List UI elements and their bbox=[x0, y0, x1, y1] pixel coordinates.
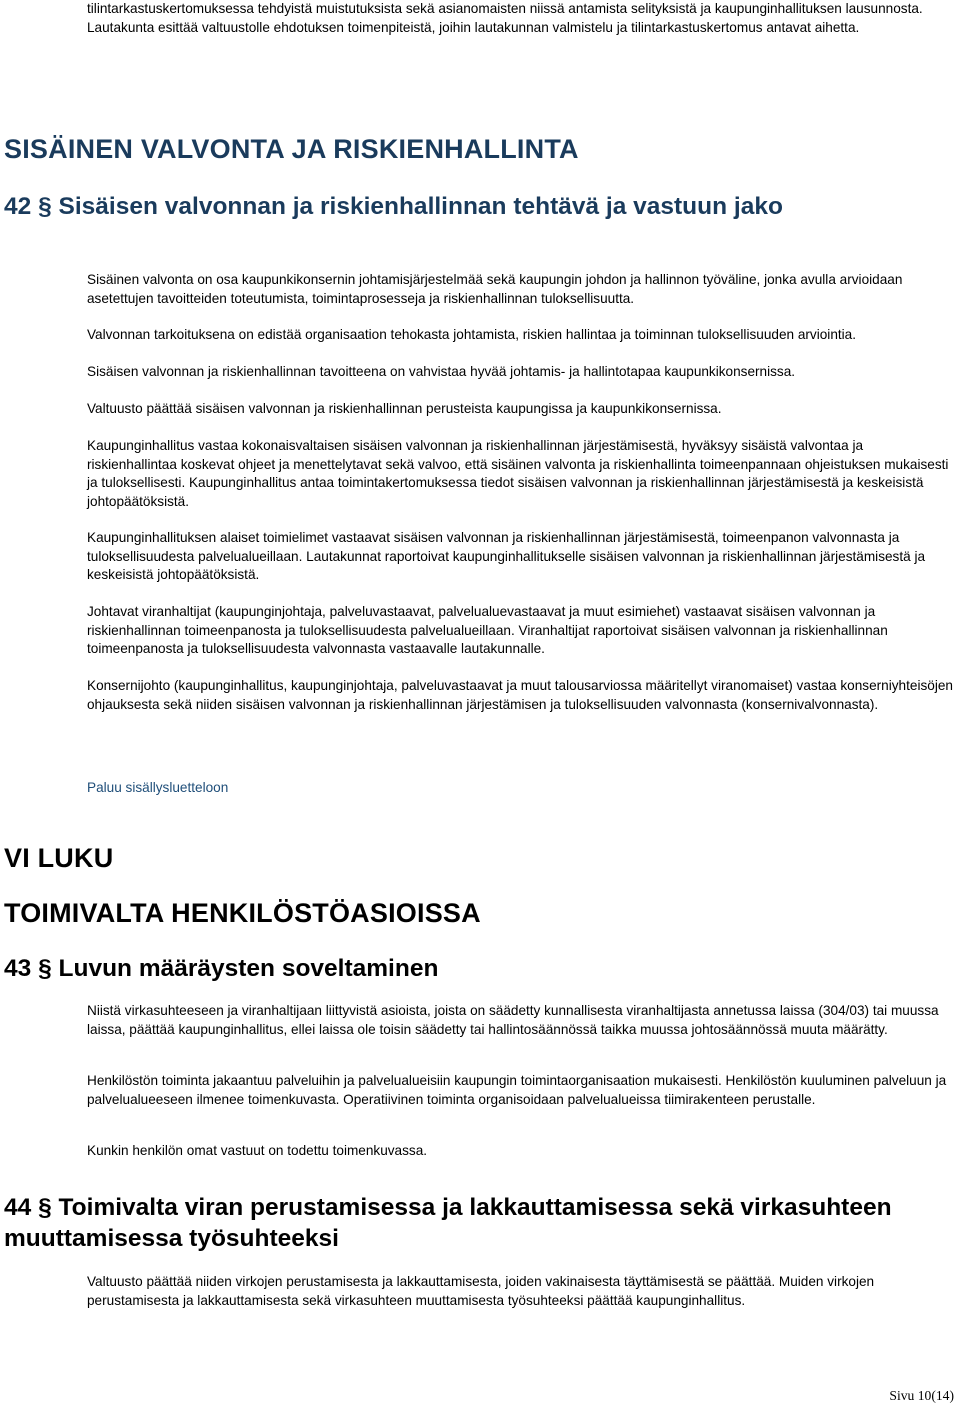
chapter-6-title: TOIMIVALTA HENKILÖSTÖASIOISSA bbox=[4, 898, 481, 928]
section-sign: § bbox=[38, 1194, 52, 1221]
section-42-title: Sisäisen valvonnan ja riskienhallinnan tehtävä ja vastuun jako bbox=[58, 193, 783, 220]
section-43-number: 43 bbox=[4, 955, 32, 982]
chapter-heading: SISÄINEN VALVONTA JA RISKIENHALLINTA bbox=[4, 134, 579, 164]
section-42-body bbox=[87, 677, 955, 714]
paragraph: Sisäinen valvonta on osa kaupunkikonsernin johtamisjärjestelmää sekä kaupungin johdon ja hallinnon työväline, jonka avulla arvioidaan asetettujen tavoitteiden toteutumista, toimintaprosesseja ja riskienhallinnan tuloksellisuutta. bbox=[87, 272, 903, 306]
section-43-body bbox=[87, 1142, 955, 1161]
section-42-body bbox=[87, 437, 955, 511]
section-43-body bbox=[87, 1072, 955, 1109]
paragraph: Niistä virkasuhteeseen ja viranhaltijaan liittyvistä asioista, joista on säädetty kunnallisesta viranhaltijasta annetussa laissa (304/03) tai muussa laissa, päättää kaupunginhallitus, ellei laissa ole toisin säädetty tai hallintosäännössä taikka muussa johtosäännössä muuta määrätty. bbox=[87, 1003, 939, 1037]
paragraph: Kaupunginhallituksen alaiset toimielimet vastaavat sisäisen valvonnan ja riskienhallinnan järjestämisestä, toimeenpanon valvonnasta ja tuloksellisuudesta palvelualueillaan. Lautakunnat raportoivat kaupunginhallitukselle sisäisen valvonnan ja riskienhallinnan järjestämisestä ja keskeisistä johtopäätöksistä. bbox=[87, 530, 926, 582]
paragraph: Henkilöstön toiminta jakaantuu palveluihin ja palvelualueisiin kaupungin toimintaorganisaation mukaisesti. Henkilöstön kuuluminen palveluun ja palvelualueeseen ilmenee toimenkuvasta. Operatiivinen toiminta organisoidaan palvelualueissa tiimirakenteen perustalle. bbox=[87, 1073, 947, 1107]
section-44-title: Toimivalta viran perustamisessa ja lakkauttamisessa sekä virkasuhteen muuttamisessa työsuhteeksi bbox=[4, 1194, 892, 1252]
section-42-body bbox=[87, 529, 955, 585]
paragraph: Kaupunginhallitus vastaa kokonaisvaltaisen sisäisen valvonnan ja riskienhallinnan järjestämisestä, hyväksyy sisäistä valvontaa ja riskienhallintaa koskevat ohjeet ja menettelytavat sekä valvoo, että sisäinen valvonta ja riskienhallinta toimeenpannaan ohjeistuksen mukaisesti ja tuloksellisesti. Kaupunginhallitus antaa toimintakertomuksessa tiedot sisäisen valvonnan ja riskienhallinnan järjestämisestä ja keskeisistä johtopäätöksistä. bbox=[87, 438, 949, 509]
paragraph: Sisäisen valvonnan ja riskienhallinnan tavoitteena on vahvistaa hyvää johtamis- ja hallintotapaa kaupunkikonsernissa. bbox=[87, 364, 796, 379]
section-42-body bbox=[87, 271, 955, 308]
section-42-body bbox=[87, 326, 955, 345]
paragraph: Valtuusto päättää niiden virkojen perustamisesta ja lakkauttamisesta, joiden vakinaisesta täyttämisestä se päättää. Muiden virkojen perustamisesta ja lakkauttamisesta sekä virkasuhteen muuttamisesta työsuhteeksi päättää kaupunginhallitus. bbox=[87, 1274, 875, 1308]
paragraph: Valvonnan tarkoituksena on edistää organisaation tehokasta johtamista, riskien hallintaa ja toiminnan tuloksellisuuden arviointia. bbox=[87, 327, 857, 342]
back-to-contents-link[interactable]: Paluu sisällysluetteloon bbox=[87, 780, 229, 795]
chapter-6-label: VI LUKU bbox=[4, 843, 114, 873]
section-42-number: 42 bbox=[4, 193, 32, 220]
intro-paragraph: tilintarkastuskertomuksessa tehdyistä muistutuksista sekä asianomaisten niissä antamista selityksistä ja kaupunginhallituksen lausunnosta. Lautakunta esittää valtuustolle ehdotuksen toimenpiteistä, joihin lautakunnan valmistelu ja tilintarkastuskertomus antavat aihetta. bbox=[87, 1, 923, 35]
paragraph: Konsernijohto (kaupunginhallitus, kaupunginjohtaja, palveluvastaavat ja muut talousarviossa määritellyt viranomaiset) vastaa konserniyhteisöjen ohjauksesta sekä niiden sisäisen valvonnan ja riskienhallinnan järjestämisen ja tuloksellisuuden valvonnasta (konsernivalvonnasta). bbox=[87, 678, 953, 712]
section-42-body bbox=[87, 400, 955, 419]
section-42-body bbox=[87, 363, 955, 382]
section-42-heading bbox=[4, 191, 783, 222]
section-42-body bbox=[87, 603, 955, 659]
section-43-heading bbox=[4, 953, 438, 984]
section-43-title: Luvun määräysten soveltaminen bbox=[58, 955, 439, 982]
section-44-body bbox=[87, 1273, 955, 1310]
paragraph: Kunkin henkilön omat vastuut on todettu toimenkuvassa. bbox=[87, 1143, 428, 1158]
section-43-body bbox=[87, 1002, 955, 1039]
paragraph: Johtavat viranhaltijat (kaupunginjohtaja, palveluvastaavat, palvelualuevastaavat ja muut esimiehet) vastaavat sisäisen valvonnan ja riskienhallinnan toimeenpanosta ja tuloksellisuudesta palvelualueillaan. Viranhaltijat raportoivat sisäisen valvonnan ja riskienhallinnan toimeenpanosta ja tuloksellisuudesta valvonnasta vastaavalle lautakunnalle. bbox=[87, 604, 888, 656]
section-44-heading bbox=[4, 1192, 954, 1254]
section-sign: § bbox=[38, 193, 52, 220]
section-44-number: 44 bbox=[4, 1194, 32, 1221]
paragraph: Valtuusto päättää sisäisen valvonnan ja riskienhallinnan perusteista kaupungissa ja kaupunkikonsernissa. bbox=[87, 401, 722, 416]
page-number: Sivu 10(14) bbox=[889, 1388, 954, 1403]
section-sign: § bbox=[38, 955, 52, 982]
